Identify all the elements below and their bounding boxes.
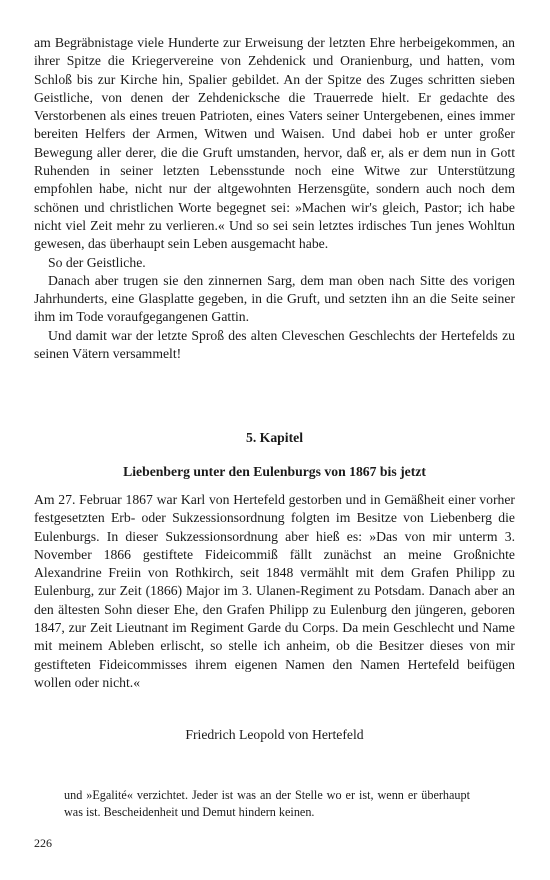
chapter-title: Liebenberg unter den Eulenburgs von 1867 bis jetzt [123, 464, 426, 479]
paragraph-funeral: am Begräbnistage viele Hunderte zur Erweisung der letzten Ehre herbeigekommen, an ihrer Spitze die Kriegervereine von Zehdenick und Oranienburg, und hatten, vom Schloß bis zur Kirche hin, Spalier gebildet. An der Spitze des Zuges schritten sieben Geistliche, von denen der Zehdenicksche die Trauerrede hielt. Er gedachte des Verstorbenen als eines treuen Patrioten, eines Vaters seiner Untergebenen, eines immer bereiten Helfers der Armen, Witwen und Waisen. Und dabei hob er unter großer Bewegung aller derer, die die Gruft umstanden, hervor, daß er, als er dem nun in Gott Ruhenden in seiner letzten Lebensstunde noch eine Witwe zur Unterstützung empfohlen habe, nicht nur der altgewohnten Herzensgüte, sondern auch noch dem schönen und christlichen Worte begegnet sei: »Machen wir's gleich, Pastor; ich habe nicht viel Zeit mehr zu verlieren.« Und so sei sein letztes irdisches Tun jenes Wohltun gewesen, das überhaupt sein Leben ausgemacht habe. [34, 35, 515, 252]
page-number: 226 [34, 836, 52, 850]
signature-line: Friedrich Leopold von Hertefeld [185, 727, 364, 742]
chapter-number: 5. Kapitel [245, 430, 304, 445]
body-text-block [34, 34, 515, 363]
footnote-text: und »Egalité« verzichtet. Jeder ist was an der Stelle wo er ist, wenn er überhaupt was ist. Bescheidenheit und Demut hindern keinen. [64, 788, 470, 819]
paragraph-sarg: Danach aber trugen sie den zinnernen Sarg, dem man oben nach Sitte des vorigen Jahrhunderts, eine Glasplatte gegeben, in die Gruft, und setzten ihn an die Seite seiner ihm im Tode voraufgegangenen Gattin. [34, 272, 515, 325]
chapter-body-text [34, 491, 515, 692]
paragraph-last-descendant: Und damit war der letzte Sproß des alten Cleveschen Geschlechts der Hertefelds zu seinen Vätern versammelt! [34, 327, 515, 362]
paragraph-geistliche: So der Geistliche. [48, 254, 146, 270]
paragraph-succession: Am 27. Februar 1867 war Karl von Hertefeld gestorben und in Gemäßheit einer vorher festgesetzten Erb- oder Sukzessionsordnung folgten im Besitze von Liebenberg die Eulenburgs. In dieser Sukzessionsordnung aber hieß es: »Das von mir unterm 3. November 1866 gestiftete Fideicommiß fällt zunächst an meine Großnichte Alexandrine Freiin von Rothkirch, seit 1848 vermählt mit dem Grafen Philipp zu Eulenburg, zur Zeit (1866) Major im 3. Ulanen-Regiment zu Potsdam. Danach aber an den ältesten Sohn dieser Ehe, den Grafen Philipp zu Eulenburg den jüngeren, geboren 1847, zur Zeit Lieutnant im Regiment Garde du Corps. Da mein Geschlecht und Name mit meinem Ableben erlischt, so stelle ich anheim, ob die Besitzer dieses von mir gestifteten Fideicommisses ihrem eigenen Namen den Namen Hertefeld beifügen wollen oder nicht.« [34, 492, 515, 690]
footnote [64, 787, 470, 820]
